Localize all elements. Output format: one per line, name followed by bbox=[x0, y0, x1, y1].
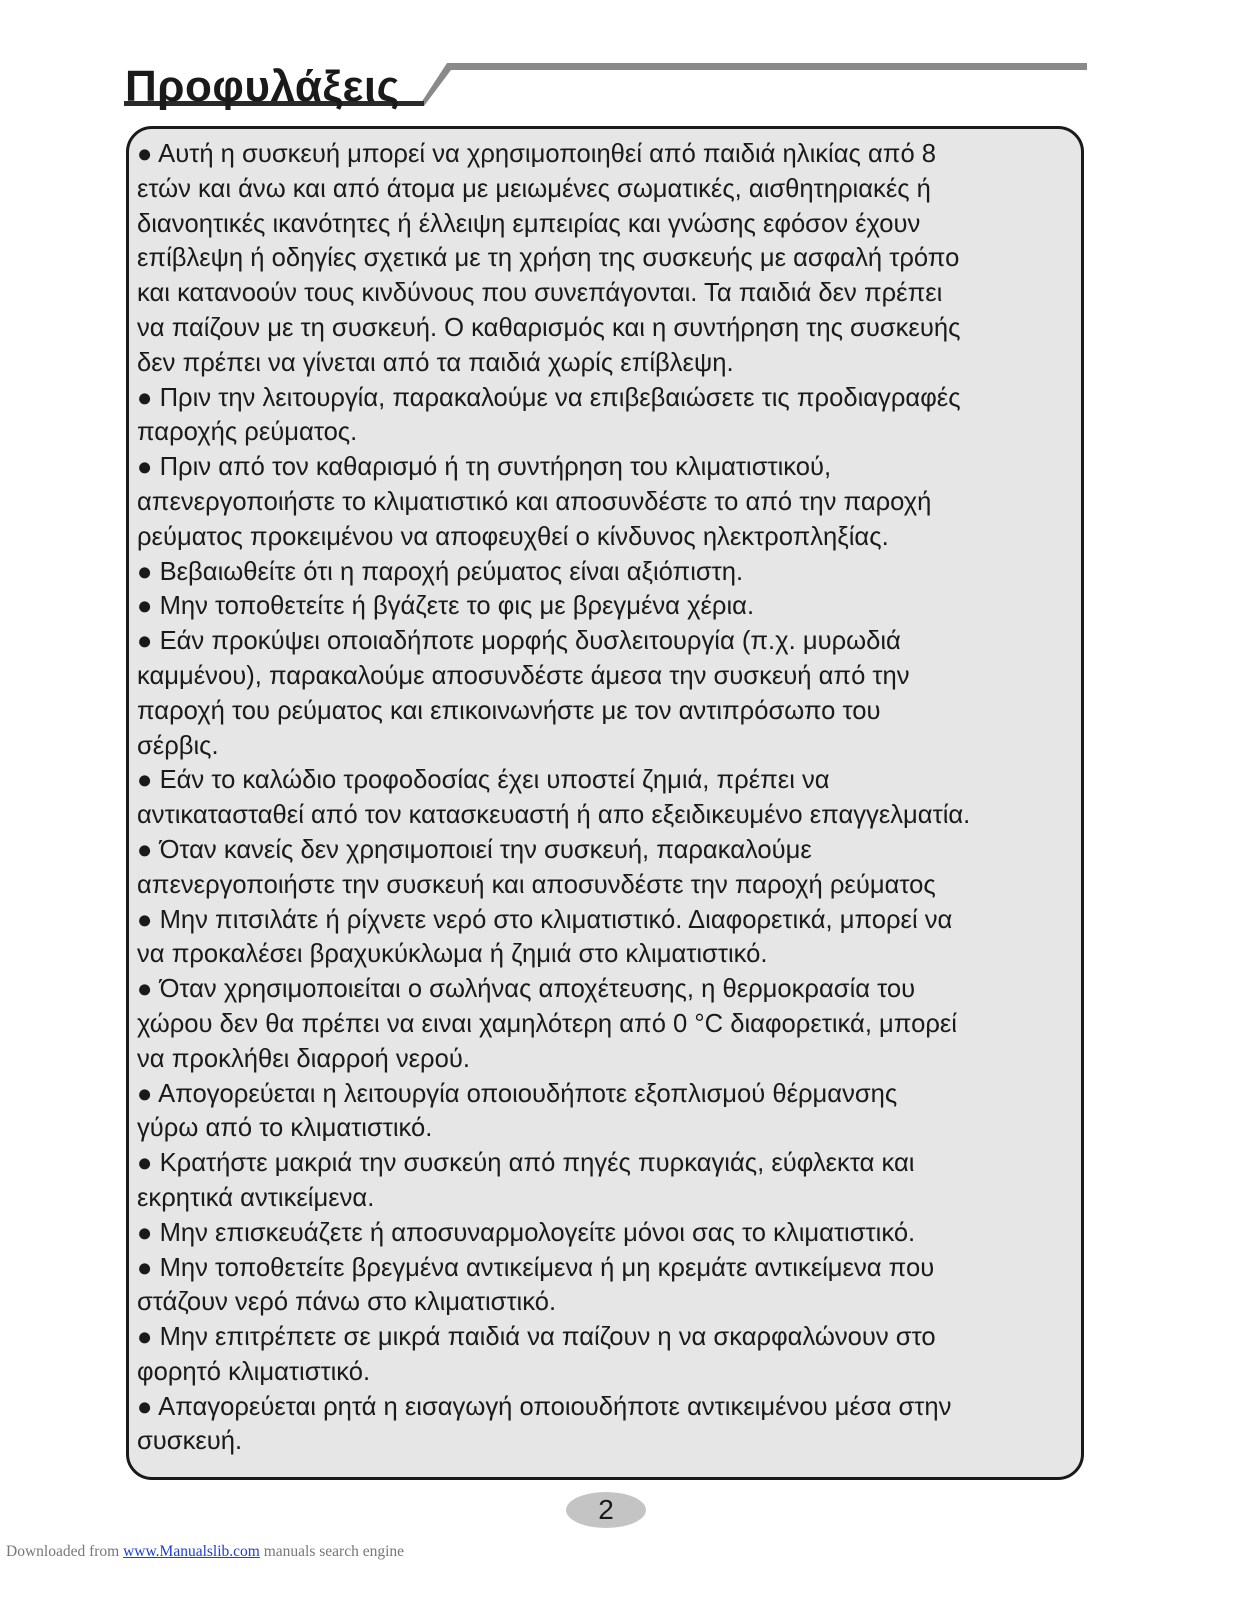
precaution-item: ● Απαγορεύεται ρητά η εισαγωγή οποιουδήποτε αντικειμένου μέσα στην συσκευή. bbox=[137, 1392, 952, 1456]
precaution-item: ● Αυτή η συσκευή μπορεί να χρησιμοποιηθεί από παιδιά ηλικίας από 8 ετών και άνω και από άτομα με μειωμένες σωματικές, αισθητηριακές ή διανοητικές ικανότητες ή έλλειψη εμπειρίας και γνώσης εφόσον έχουν επίβλεψη ή οδηγίες σχετικά με τη χρήση της συσκευής με ασφαλή τρόπο και κατανοούν τους κινδύνους που συνεπάγονται. Τα παιδιά δεν πρέπει να παίζουν με τη συσκευή. Ο καθαρισμός και η συντήρηση της συσκευής δεν πρέπει να γίνεται από τα παιδιά χωρίς επίβλεψη. bbox=[137, 140, 961, 377]
precautions-box bbox=[126, 126, 1084, 1480]
precaution-item: ● Κρατήστε μακριά την συσκεύη από πηγές πυρκαγιάς, εύφλεκτα και εκρητικά αντικείμενα. bbox=[137, 1149, 915, 1212]
precaution-item: ● Μην επιτρέπετε σε μικρά παιδιά να παίζουν η να σκαρφαλώνουν στο φορητό κλιματιστικό. bbox=[137, 1323, 936, 1386]
page-title: Προφυλάξεις bbox=[125, 62, 401, 111]
precautions-list bbox=[137, 137, 1081, 1459]
page-number-badge bbox=[566, 1492, 646, 1528]
footer-suffix: manuals search engine bbox=[259, 1543, 405, 1560]
precaution-item: ● Πριν την λειτουργία, παρακαλούμε να επιβεβαιώσετε τις προδιαγραφές παροχής ρεύματος. bbox=[137, 383, 961, 447]
precaution-item: ● Όταν κανείς δεν χρησιμοποιεί την συσκευή, παρακαλούμε απενεργοποιήστε την συσκευή και αποσυνδέστε την παροχή ρεύματος bbox=[137, 835, 936, 899]
page-number: 2 bbox=[598, 1494, 614, 1525]
precaution-item: ● Όταν χρησιμοποιείται ο σωλήνας αποχέτευσης, η θερμοκρασία του χώρου δεν θα πρέπει να ειναι χαμηλότερη από 0 °C διαφορετικά, μπορεί να προκλήθει διαρροή νερού. bbox=[137, 975, 957, 1073]
footer-prefix: Downloaded from bbox=[6, 1543, 124, 1560]
precaution-item: ● Πριν από τον καθαρισμό ή τη συντήρηση του κλιματιστικού, απενεργοποιήστε το κλιματιστικό και αποσυνδέστε το από την παροχή ρεύματος προκειμένου να αποφευχθεί ο κίνδυνος ηλεκτροπληξίας. bbox=[137, 453, 932, 551]
precaution-item: ● Εάν το καλώδιο τροφοδοσίας έχει υποστεί ζημιά, πρέπει να αντικατασταθεί από τον κατασκευαστή ή απο εξειδικευμένο επαγγελματία. bbox=[137, 766, 971, 830]
footer-link[interactable]: www.Manualslib.com bbox=[123, 1543, 260, 1560]
precaution-item: ● Μην τοποθετείτε ή βγάζετε το φις με βρεγμένα χέρια. bbox=[137, 592, 755, 621]
precaution-item: ● Εάν προκύψει οποιαδήποτε μορφής δυσλειτουργία (π.χ. μυρωδιά καμμένου), παρακαλούμε αποσυνδέστε άμεσα την συσκευή από την παροχή του ρεύματος και επικοινωνήστε με τον αντιπρόσωπο του σέρβις. bbox=[137, 627, 910, 760]
precaution-item: ● Μην πιτσιλάτε ή ρίχνετε νερό στο κλιματιστικό. Διαφορετικά, μπορεί να να προκαλέσει βραχυκύκλωμα ή ζημιά στο κλιματιστικό. bbox=[137, 905, 953, 969]
footer bbox=[6, 1543, 404, 1561]
precaution-item: ● Απογορεύεται η λειτουργία οποιουδήποτε εξοπλισμού θέρμανσης γύρω από το κλιματιστικό. bbox=[137, 1079, 898, 1143]
precaution-item: ● Βεβαιωθείτε ότι η παροχή ρεύματος είναι αξιόπιστη. bbox=[137, 557, 744, 586]
precaution-item: ● Μην τοποθετείτε βρεγμένα αντικείμενα ή μη κρεμάτε αντικείμενα που στάζουν νερό πάνω στο κλιματιστικό. bbox=[137, 1253, 935, 1317]
precaution-item: ● Μην επισκευάζετε ή αποσυναρμολογείτε μόνοι σας το κλιματιστικό. bbox=[137, 1218, 916, 1247]
